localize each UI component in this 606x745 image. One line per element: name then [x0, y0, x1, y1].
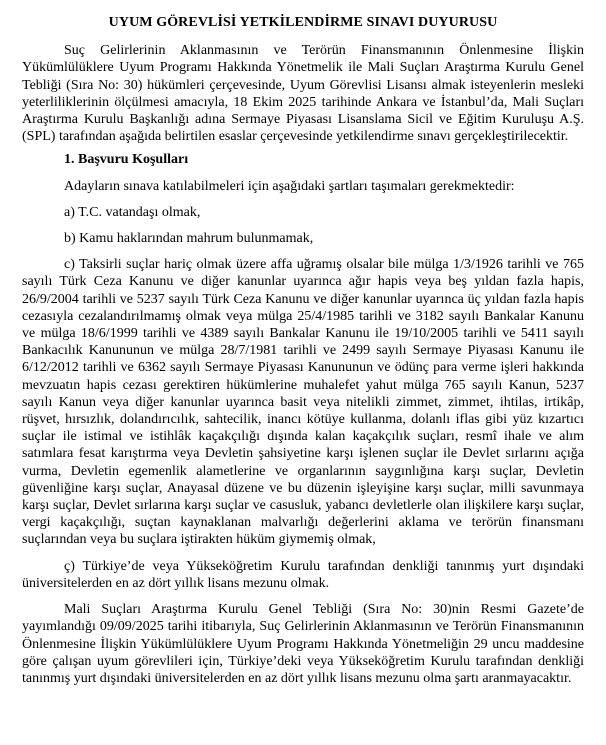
section-heading: 1. Başvuru Koşulları: [64, 152, 189, 168]
closing-paragraph: Mali Suçları Araştırma Kurulu Genel Tebliği (Sıra No: 30)nin Resmi Gazete’de yayımlandığı 09/09/2025 tarihi itibarıyla, Suç Gelirlerinin Aklanmasının ve Terörün Finansmanının Önlenmesine İlişkin Yükümlülüklere Uyum Programı Hakkında Yönetmeliğin 29 uncu maddesine göre çalışan uyum görevlileri için, Türkiye’deki veya Yükseköğretim Kurulu tarafından denkliği tanınmış yurt dışındaki üniversitelerden en az dört yıllık lisans mezunu olma şartı aranmayacaktır.: [22, 602, 584, 686]
intro-paragraph: Suç Gelirlerinin Aklanmasının ve Terörün Finansmanının Önlenmesine İlişkin Yükümlülüklere Uyum Programı Hakkında Yönetmelik ile Mali Suçları Araştırma Kurulu Genel Tebliği (Sıra No: 30) hükümleri çerçevesinde, Uyum Görevlisi Lisansı almak isteyenlerin mesleki yeterliliklerinin ölçülmesi amacıyla, 18 Ekim 2025 tarihinde Ankara ve İstanbul’da, Mali Suçları Araştırma Kurulu Başkanlığı adına Sermaye Piyasası Lisanslama Sicil ve Eğitim Kuruluşu A.Ş. (SPL) tarafından aşağıda belirtilen esaslar çerçevesinde yetkilendirme sınavı gerçekleştirilecektir.: [22, 43, 584, 145]
condition-item-b: b) Kamu haklarından mahrum bulunmamak,: [64, 231, 314, 247]
section-lead-paragraph: Adayların sınava katılabilmeleri için aşağıdaki şartları taşımaları gerekmektedir:: [64, 178, 515, 194]
condition-item-c: c) Taksirli suçlar hariç olmak üzere affa uğramış olsalar bile mülga 1/3/1926 tarihli ve 765 sayılı Türk Ceza Kanunu ve diğer kanunlar uyarınca ağır hapis veya beş yıldan fazla hapis, 26/9/2004 tarihli ve 5237 sayılı Türk Ceza Kanunu ve diğer kanunlar uyarınca üç yıldan fazla hapis cezasıyla cezalandırılmamış olmak veya mülga 25/4/1985 tarihli ve 3182 sayılı Bankalar Kanunu ve mülga 18/6/1999 tarihli ve 4389 sayılı Bankalar Kanunu ile 19/10/2005 tarihli ve 5411 sayılı Bankacılık Kanununun ve mülga 28/7/1981 tarihli ve 2499 sayılı Sermaye Piyasası Kanunu ile 6/12/2012 tarihli ve 6362 sayılı Sermaye Piyasası Kanununun ve ödünç para verme işleri hakkında mevzuatın hapis cezası gerektiren hükümlerine muhalefet yahut mülga 765 sayılı Kanun, 5237 sayılı Kanun veya diğer kanunlar uyarınca basit veya nitelikli zimmet, zimmet, ihtilas, irtikâp, rüşvet, hırsızlık, dolandırıcılık, sahtecilik, inancı kötüye kullanma, dolanlı iflas gibi yüz kızartıcı suçlar ile istimal ve istihlâk kaçakçılığı dışında kalan kaçakçılık suçları, resmî ihale ve alım satımlara fesat karıştırma veya Devletin şahsiyetine karşı işlenen suçlar ile Devlet sırlarını açığa vurma, Devletin egemenlik alametlerine ve organlarının saygınlığına karşı suçlar, Devletin güvenliğine karşı suçlar, Anayasal düzene ve bu düzenin işleyişine karşı suçlar, milli savunmaya karşı suçlar, Devlet sırlarına karşı suçlar ve casusluk, yabancı devletlerle olan ilişkilere karşı suçlar, vergi kaçakçılığı, suçtan kaynaklanan malvarlığı değerlerini aklama ve terörün finansmanı suçlarından veya bu suçlara iştirakten hüküm giymemiş olmak,: [22, 257, 584, 548]
announcement-page: [22, 14, 584, 687]
condition-item-a: a) T.C. vatandaşı olmak,: [64, 204, 201, 220]
page-title: UYUM GÖREVLİSİ YETKİLENDİRME SINAVI DUYURUSU: [108, 15, 498, 30]
condition-item-cc: ç) Türkiye’de veya Yükseköğretim Kurulu tarafından denkliği tanınmış yurt dışındaki üniversitelerden en az dört yıllık lisans mezunu olmak.: [22, 558, 584, 591]
